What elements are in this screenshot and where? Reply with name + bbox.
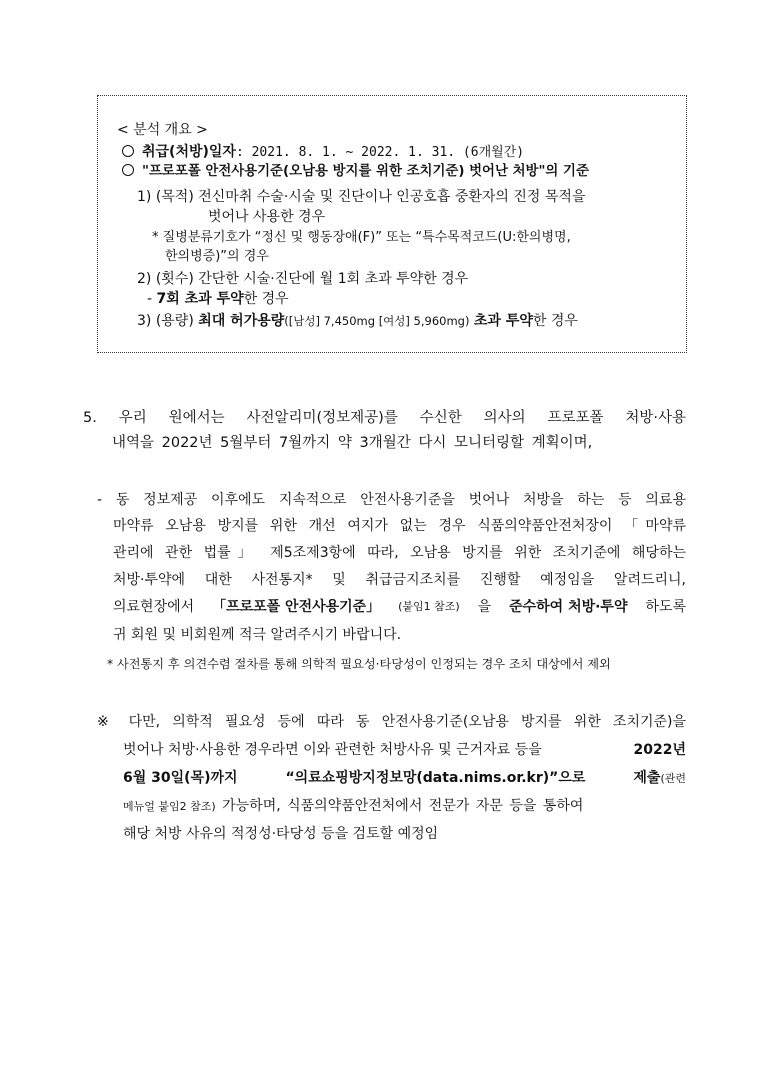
comply-emphasis: 준수하여 처방·투약 — [509, 599, 628, 615]
line-5-end: 하도록 — [645, 599, 686, 615]
related-ref-start: (관련 — [660, 772, 686, 785]
line-5-prefix: 의료현장에서 — [113, 599, 195, 615]
item-2-emphasis: 7회 초과 투약 — [156, 291, 244, 307]
attachment-1-ref: (붙임1 참조) — [398, 600, 460, 613]
note-line-5: 해당 처방 사유의 적정성·타당성 등을 검토할 예정임 — [123, 826, 439, 842]
period-row — [122, 143, 524, 162]
submit-emphasis: 제출 — [633, 770, 661, 786]
dash-paragraph-line-3: 관리에 관한 법률」 제5조제3항에 따라, 오남용 방지를 위한 조치기준에 해당하는 — [113, 545, 686, 561]
criteria-title: "프로포폴 안전사용기준(오남용 방지를 위한 조치기준) 벗어난 처방"의 기준 — [142, 164, 589, 179]
safety-standard-title: 「프로포폴 안전사용기준」 — [212, 599, 381, 615]
footnote: * 사전통지 후 의견수렴 절차를 통해 의학적 필요성·타당성이 인정되는 경우 조치 대상에서 제외 — [107, 657, 611, 671]
criteria-item-3 — [137, 312, 578, 330]
item-3-prefix: 3) (용량) — [137, 313, 199, 329]
criteria-item-1-note-line-1: * 질병분류기호가 “정신 및 행동장애(F)” 또는 “특수목적코드(U:한의병명, — [152, 230, 571, 245]
note-line-2 — [123, 741, 686, 759]
period-value: : 2021. 8. 1. ~ 2022. 1. 31. (6개월간) — [235, 145, 525, 160]
note-line-4 — [123, 797, 583, 816]
period-label: 취급(처방)일자 — [142, 144, 236, 160]
submission-site: “의료쇼핑방지정보망(data.nims.or.kr)”으로 — [285, 770, 586, 786]
deadline-date: 6월 30일(목)까지 — [123, 770, 238, 786]
summary-heading: < 분석 개요 > — [117, 122, 208, 138]
circle-bullet-icon — [122, 145, 134, 157]
dash-paragraph-line-4: 처방·투약에 대한 사전통지* 및 취급금지조치를 진행할 예정임을 알려드리니, — [113, 572, 686, 588]
attachment-2-ref: 메뉴얼 붙임2 참조) — [123, 800, 216, 813]
deadline-year: 2022년 — [633, 742, 686, 758]
line-5-mid: 을 — [477, 599, 492, 615]
note-line-4-text: 가능하며, 식품의약품안전처에서 전문가 자문 등을 통하여 — [215, 798, 584, 814]
dash-marker: - — [147, 291, 157, 307]
dash-paragraph-line-2: 마약류 오남용 방지를 위한 개선 여지가 없는 경우 식품의약품안전처장이 「마약류 — [113, 518, 686, 534]
dash-paragraph-line-5 — [113, 598, 686, 616]
item-2-rest: 한 경우 — [243, 291, 289, 307]
note-line-3 — [123, 769, 686, 788]
paragraph-5-line-1: 5. 우리 원에서는 사전알리미(정보제공)를 수신한 의사의 프로포폴 처방·사용 — [83, 410, 686, 426]
criteria-item-2-line-1: 2) (횟수) 간단한 시술·진단에 월 1회 초과 투약한 경우 — [137, 271, 469, 287]
criteria-title-row — [122, 163, 589, 181]
item-3-rest: 한 경우 — [532, 313, 578, 329]
criteria-item-1-line-1: 1) (목적) 전신마취 수술·시술 및 진단이나 인공호흡 중환자의 진정 목적을 — [137, 189, 586, 205]
criteria-item-2-line-2 — [147, 290, 289, 308]
item-3-dosage: ([남성] 7,450mg [여성] 5,960mg) — [284, 314, 470, 328]
criteria-item-1-note-line-2: 한의병증)”의 경우 — [165, 249, 269, 264]
item-3-emphasis-2: 초과 투약 — [473, 313, 533, 329]
paragraph-5-line-2: 내역을 2022년 5월부터 7월까지 약 3개월간 다시 모니터링할 계획이며, — [112, 435, 593, 451]
dash-paragraph-line-6: 귀 회원 및 비회원께 적극 알려주시기 바랍니다. — [113, 627, 402, 643]
circle-bullet-icon — [122, 164, 134, 176]
item-3-emphasis-1: 최대 허가용량 — [198, 313, 285, 329]
dash-paragraph-line-1: - 동 정보제공 이후에도 지속적으로 안전사용기준을 벗어나 처방을 하는 등 의료용 — [97, 492, 686, 508]
criteria-item-1-line-2: 벗어나 사용한 경우 — [208, 209, 326, 225]
note-line-1: ※ 다만, 의학적 필요성 등에 따라 동 안전사용기준(오남용 방지를 위한 조치기준)을 — [97, 714, 686, 730]
note-line-2-text: 벗어나 처방·사용한 경우라면 이와 관련한 처방사유 및 근거자료 등을 — [123, 742, 542, 758]
